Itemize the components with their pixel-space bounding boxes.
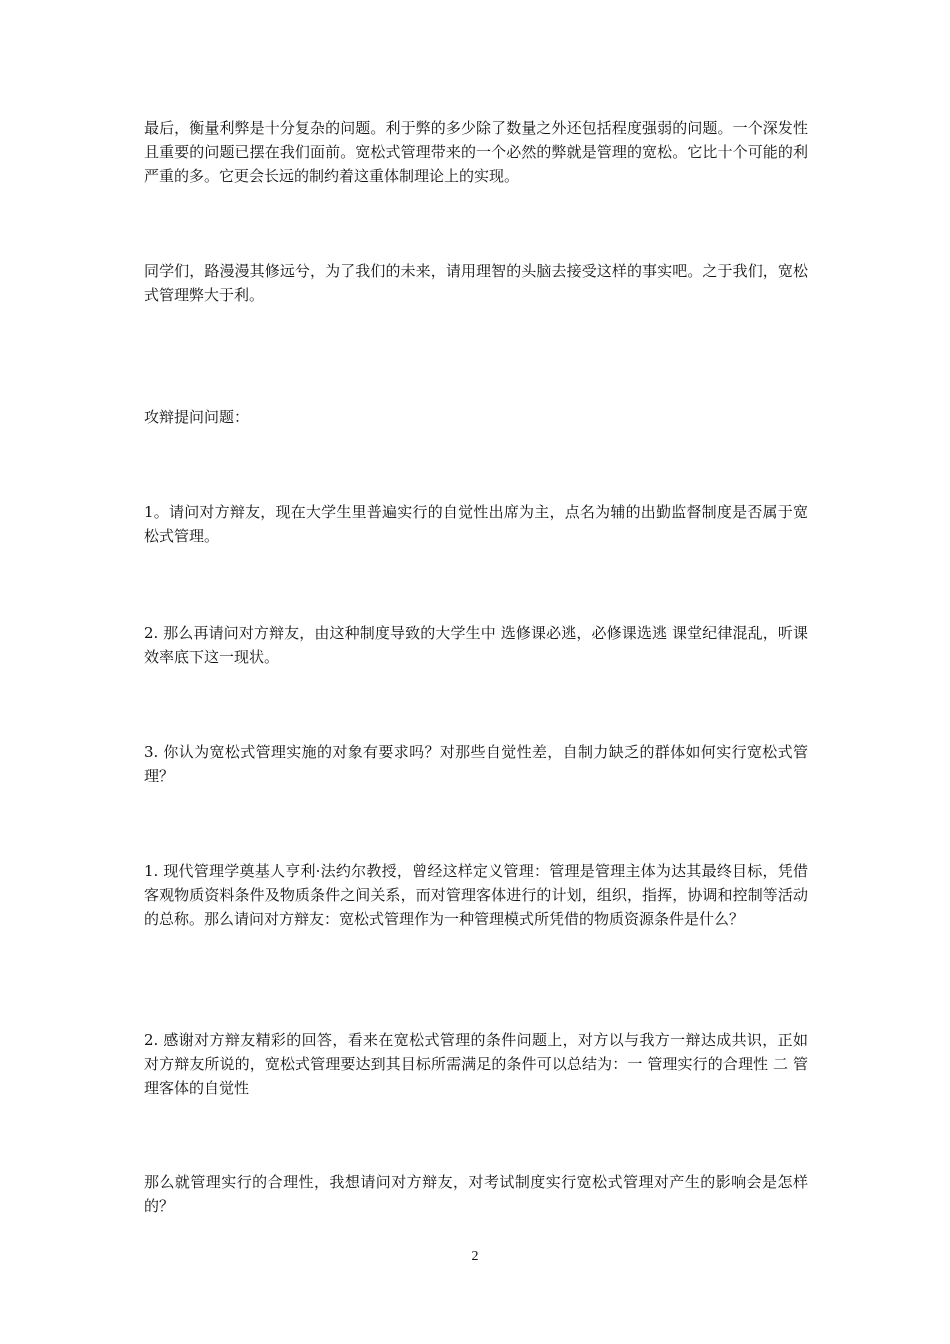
question-exam-system: 那么就管理实行的合理性，我想请问对方辩友，对考试制度实行宽松式管理对产生的影响会是怎样的？	[144, 1173, 808, 1215]
question-2: 2. 那么再请问对方辩友，由这种制度导致的大学生中 选修课必逃，必修课选逃 课堂纪律混乱，听课效率底下这一现状。	[144, 624, 808, 666]
page-number: 2	[471, 1249, 479, 1264]
question-3: 3. 你认为宽松式管理实施的对象有要求吗？对那些自觉性差，自制力缺乏的群体如何实行宽松式管理？	[144, 743, 808, 785]
paragraph-conclusion: 最后，衡量利弊是十分复杂的问题。利于弊的多少除了数量之外还包括程度强弱的问题。一个深发性且重要的问题已摆在我们面前。宽松式管理带来的一个必然的弊就是管理的宽松。它比十个可能的利严重的多。它更会长远的制约着这重体制理论上的实现。	[144, 119, 808, 185]
question-1: 1。请问对方辩友，现在大学生里普遍实行的自觉性出席为主，点名为辅的出勤监督制度是否属于宽松式管理。	[144, 503, 808, 545]
section-heading-cross-examination: 攻辩提问问题：	[144, 408, 250, 426]
question-conditions: 2. 感谢对方辩友精彩的回答，看来在宽松式管理的条件问题上，对方以与我方一辩达成共识，正如对方辩友所说的，宽松式管理要达到其目标所需满足的条件可以总结为：一 管理实行的合理性 二 管理客体的自觉性	[144, 1031, 808, 1097]
paragraph-closing-appeal: 同学们，路漫漫其修远兮，为了我们的未来，请用理智的头脑去接受这样的事实吧。之于我们，宽松式管理弊大于利。	[144, 262, 808, 304]
question-fayol-definition: 1. 现代管理学奠基人亨利·法约尔教授，曾经这样定义管理：管理是管理主体为达其最终目标，凭借客观物质资料条件及物质条件之间关系，而对管理客体进行的计划，组织，指挥，协调和控制等活动的总称。那么请问对方辩友：宽松式管理作为一种管理模式所凭借的物质资源条件是什么？	[144, 862, 808, 928]
